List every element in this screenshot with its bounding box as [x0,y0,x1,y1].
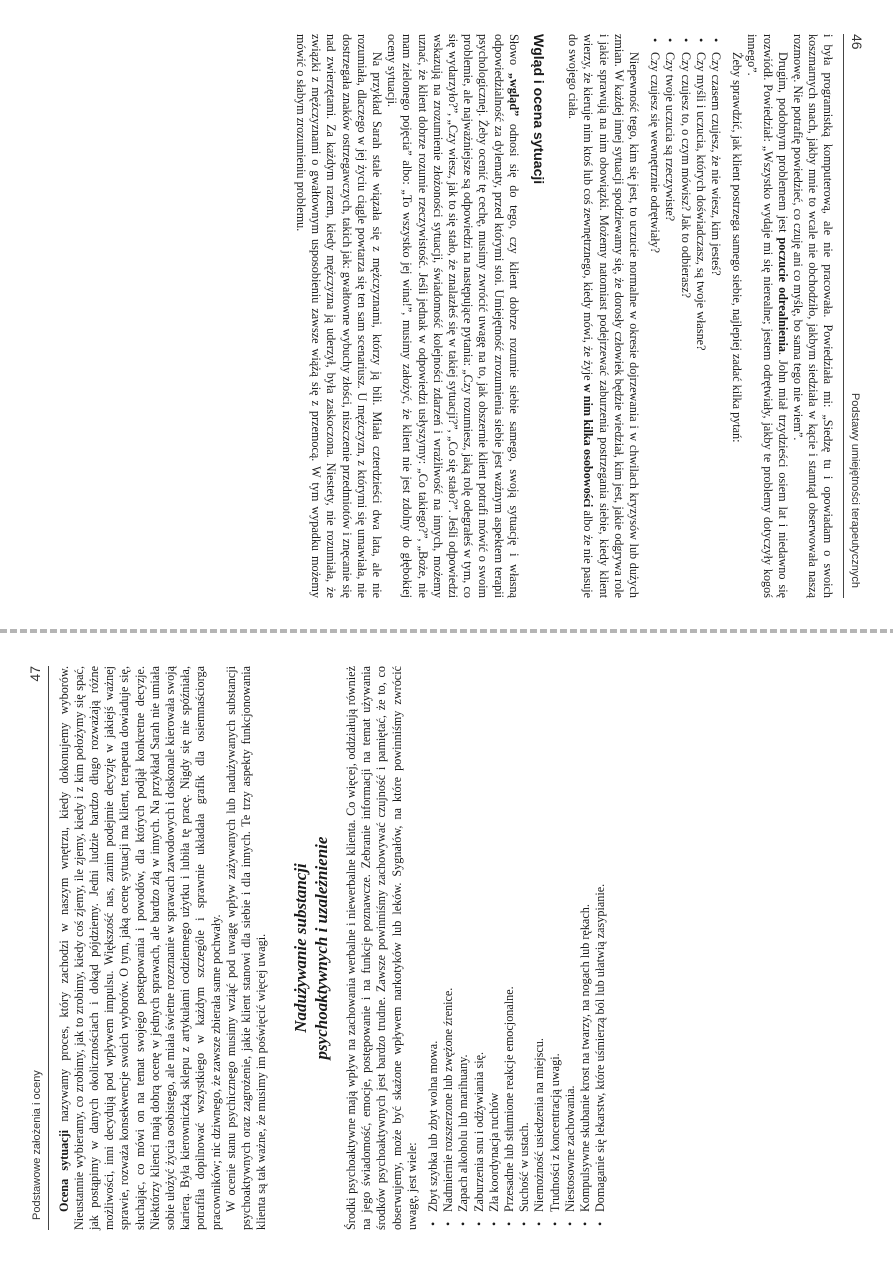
running-header [27,666,49,1230]
signal-list [426,666,608,1230]
paragraph: Ocena sytuacji nazywamy proces, który zachodzi w naszym wnętrzu, kiedy dokonujemy wyborów. Nieustannie wybieramy, co zrobimy, jak to zrobimy, kiedy coś zjemy, ile zjemy, kiedy i z kim położymy się spać, jak postąpimy w danych okolicznościach i dokąd pójdziemy. Jedni ludzie bardzo długo rozważają różne możliwości, inni decydują pod wpływem impulsu. Większość nas, zanim podejmie decyzję w jakiejś ważnej sprawie, rozważa konsekwencje swoich wyborów. O tym, jaką ocenę sytuacji ma klient, terapeuta dowiaduje się, słuchając, co mówi on na temat swojego postępowania i powodów, dla których podjął konkretne decyzje. Niektórzy klienci mają dobrą ocenę w jednych sprawach, ale bardzo złą w innych. Na przykład Sarah nie umiała sobie ułożyć życia osobistego, ale miała świetne rozeznanie w sprawach zawodowych i doskonale kierowała swoją karierą. Była kierowniczką sklepu z artykułami codziennego użytku i lubiła tę pracę. Nigdy się nie spóźniała, potrafiła dopilnować wszystkiego w każdym szczególe i sprawnie układała grafik dla osiemnaściorga pracowników; nic dziwnego, że zawsze zbierała same pochwały. [56,666,223,1230]
bold-term: w nim kilka osobowości [581,383,596,508]
book-page-46 [21,16,871,616]
running-header [843,34,865,598]
paragraph: Niepewność tego, kim się jest, to uczucie normalne w okresie dojrzewania i w chwilach kryzysów lub dużych zmian. W każdej innej sytuacji spodziewamy się, że dorosły człowiek będzie wiedział, kim jest, jakie odgrywa role i jakie sprawują na nim obowiązki. Możemy natomiast podejrzewać zaburzenia postrzegania siebie, kiedy klient wierzy, że kieruje nim ktoś lub coś zewnętrznego, kiedy mówi, że żyje w nim kilka osobowości albo że nie pasuje do swojego ciała. [566,34,642,599]
bullet-icon: • [593,1221,608,1226]
list-item: • Czy twoje uczucia są rzeczywiste? [663,38,678,222]
list-item: • Domaganie się lekarstw, które uśmierzą ból lub ułatwią zasypianie. [593,883,608,1226]
running-header-title: Podstawy umiejętności terapeutycznych [849,392,861,588]
section-heading-line: psychoaktywnych i uzależnienie [311,836,331,1060]
section-heading [291,666,332,1230]
bullet-icon: • [577,1221,592,1226]
scan-bottom-half [0,632,893,1263]
bold-term: „wgląd” [506,72,521,117]
paragraph: Środki psychoaktywne mają wpływ na zachowania werbalne i niewerbalne klienta. Co więcej, oddziałują również na jego świadomość, emocje, postępowanie i na funkcje poznawcze. Zebranie informacji na temat używania środków psychoaktywnych jest bardzo trudne. Zawsze powinniśmy zachowywać czujność i pamiętać, że to, co obserwujemy, może być skażone wpływem narkotyków lub leków. Sygnałów, na które powinniśmy zwrócić uwagę, jest wiele: [344,666,419,1230]
question-list [647,34,723,598]
bullet-icon: • [663,38,678,43]
bullet-icon: • [441,1221,456,1226]
list-item: • Czy czujesz to, o czym mówisz? Jak to odbierasz? [678,38,693,299]
bullet-icon: • [456,1221,471,1226]
scan-top-half [0,0,893,631]
bullet-icon: • [517,1221,532,1226]
list-item: • Czy czasem czujesz, że nie wiesz, kim jesteś? [709,38,723,276]
paragraph: Drugim, podobnym problemem jest poczucie odrealnienia. John miał trzydzieści osiem lat i niedawno się rozwiódł. Powiedział: „Wszystko wydaje mi się nierealne; jestem odrętwiały, jakby te problemy dotyczyły kogoś innego”. [745,34,790,598]
page-number: 46 [849,34,865,50]
bullet-icon: • [709,38,723,43]
list-item: • Czy myśli i uczucia, których doświadczasz, są twoje własne? [693,38,708,351]
list-item: • Zaburzenia snu i odżywiania się. [471,1051,486,1226]
bullet-icon: • [471,1221,486,1226]
bold-term: poczucie odrealnienia [775,237,790,352]
list-item: • Niemożność usiedzenia na miejscu. [532,1038,547,1226]
running-header-title: Podstawowe założenia i oceny [31,1070,43,1220]
paragraph: W ocenie stanu psychicznego musimy wziąć pod uwagę wpływ zażywanych lub nadużywanych substancji psychoaktywnych oraz zagrożenie, jakie klient stanowi dla siebie i dla innych. Te trzy aspekty funkcjonowania klienta są tak ważne, że musimy im poświęcić więcej uwagi. [223,666,269,1230]
paragraph: Na przykład Sarah stale wiązała się z mężczyznami, którzy ją bili. Miała czterdzieści dwa lata, ale nie rozumiała, dlaczego w jej życiu ciągle powtarza się ten sam scenariusz. U mężczyzn, z którymi się umawiała, nie dostrzegała znaków ostrzegawczych, takich jak: gwałtowne wybuchy złości, niszczenie przedmiotów i znęcanie się nad zwierzętami. Za każdym razem, kiedy mężczyzna ją uderzył, była zaskoczona. Niestety, nie rozumiała, że związki z mężczyznami o gwałtownym usposobieniu zawsze wiążą się z przemocą. W tym wypadku możemy mówić o słabym zrozumieniu problemu. [294,34,385,598]
paragraph: Żeby sprawdzić, jak klient postrzega samego siebie, najlepiej zadać kilka pytań: [730,52,745,443]
bullet-icon: • [426,1221,441,1226]
bullet-icon: • [486,1221,501,1226]
section-heading-line: Nadużywanie substancji [291,863,311,1033]
bullet-icon: • [648,38,663,43]
list-item: • Zbyt szybka lub zbyt wolna mowa. [426,1040,441,1226]
list-item: • Zła koordynacja ruchów [486,1092,501,1226]
list-item: • Przesadne lub stłumione reakcje emocjonalne. [501,986,516,1226]
bullet-icon: • [547,1221,562,1226]
list-item: • Trudności z koncentracją uwagi. [547,1053,562,1226]
list-item: • Kompulsywne skubanie krost na twarzy, na nogach lub rękach. [577,904,592,1226]
list-item: • Czy czujesz się wewnętrznie odrętwiały? [648,38,663,254]
bullet-icon: • [678,38,693,43]
paragraph: Słowo „wgląd” odnosi się do tego, czy klient dobrze rozumie siebie samego, swoją sytuację i własną odpowiedzialność za dylematy, przed którymi stoi. Umiejętność zrozumienia siebie jest ważnym aspektem terapii psychologicznej. Żeby ocenić tę cechę, musimy zwrócić uwagę na to, jak obszernie klient potrafi mówić o swoim problemie, ale najważniejsze są odpowiedzi na następujące pytania: „Czy rozumiesz, jaką rolę odegrałeś w tym, co się wydarzyło?”, „Czy wiesz, jak to się stało, że znalazłeś się w takiej sytuacji?”, „Co się stało?”. Jeśli odpowiedzi wskazują na zrozumienie złożoności sytuacji, świadomość kolejności zdarzeń i wrażliwość na innych, możemy uznać, że klient dobrze rozumie rzeczywistość. Jeśli jednak w odpowiedzi usłyszymy: „Co takiego?”, „Boże, nie mam zielonego pojęcia” albo: „To wszystko jej wina!”, musimy założyć, że klient nie jest zdolny do głębokiej oceny sytuacji. [385,34,521,598]
bullet-icon: • [562,1221,577,1226]
bullet-icon: • [532,1221,547,1226]
bold-term: Ocena sytuacji [56,1129,71,1212]
section-heading: Wgląd i ocena sytuacji [531,34,548,185]
bullet-icon: • [693,38,708,43]
page-number: 47 [27,666,43,682]
list-item: • Zapach alkoholu lub marihuany. [456,1054,471,1226]
list-item: • Suchość w ustach. [517,1122,532,1226]
book-page-47 [21,648,871,1248]
paragraph: i była programistką komputerową, ale nie pracowała. Powiedziała mi: „Siedzę tu i opowiadam o swoich koszmarnych snach, jakby mnie to wcale nie obchodziło, jakbym siedziała w kącie i stamtąd obserwowała naszą rozmowę. Nie potrafię powiedzieć, co czuję ani co myślę, bo sama tego nie wiem”. [790,34,836,598]
list-item: • Niestosowne zachowania. [562,1085,577,1226]
bullet-icon: • [501,1221,516,1226]
list-item: • Nadmiernie rozszerzone lub zwężone źrenice. [441,987,456,1226]
